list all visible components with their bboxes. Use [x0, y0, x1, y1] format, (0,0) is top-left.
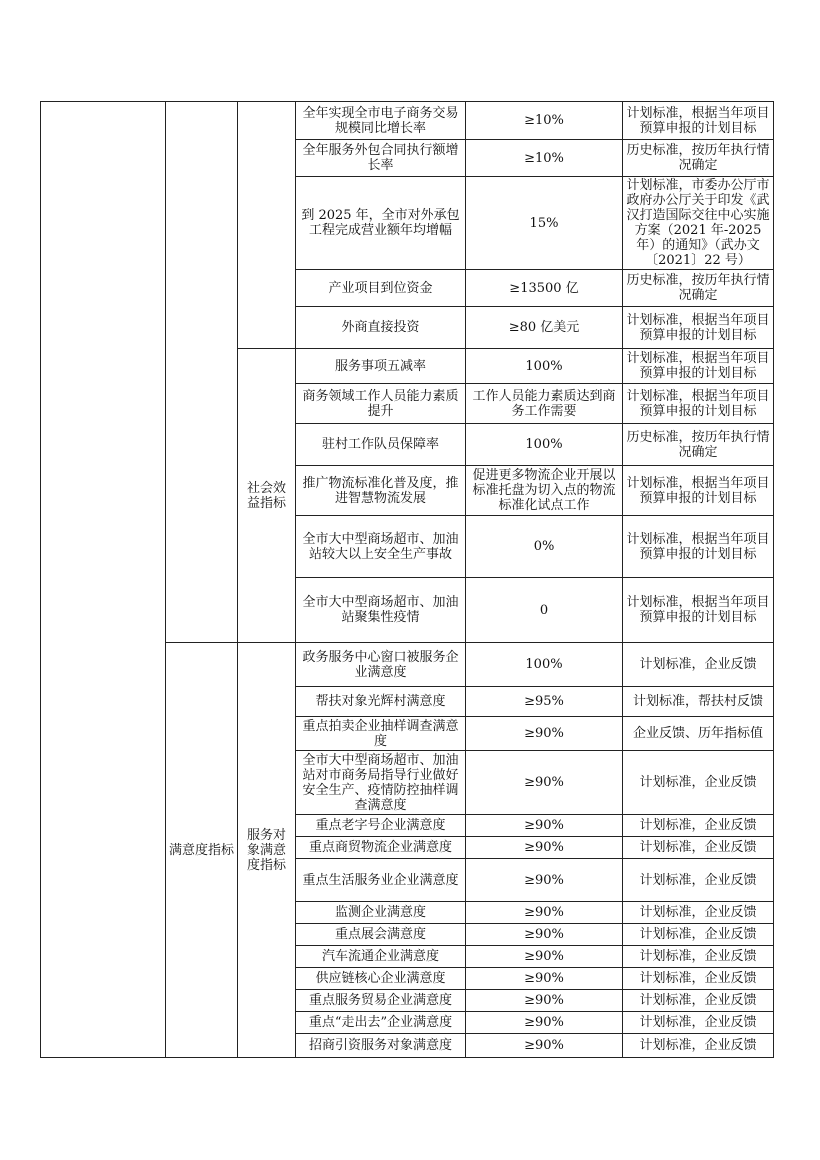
indicator-name: 外商直接投资 — [296, 307, 466, 349]
level3-cell: 服务对象满意度指标 — [238, 643, 296, 1058]
indicator-name: 监测企业满意度 — [296, 902, 466, 924]
indicator-name: 重点服务贸易企业满意度 — [296, 990, 466, 1012]
performance-indicator-table — [40, 101, 774, 1058]
indicator-name: 重点展会满意度 — [296, 924, 466, 946]
indicator-basis: 计划标准，帮扶村反馈 — [623, 687, 774, 717]
indicator-value: ≥90% — [466, 946, 623, 968]
indicator-value: ≥90% — [466, 837, 623, 859]
level3-cell: 社会效益指标 — [238, 349, 296, 643]
indicator-basis: 计划标准，企业反馈 — [623, 924, 774, 946]
indicator-basis: 企业反馈、历年指标值 — [623, 717, 774, 751]
indicator-value: ≥90% — [466, 902, 623, 924]
table-row — [41, 102, 774, 140]
indicator-name: 服务事项五减率 — [296, 349, 466, 384]
indicator-value: 0 — [466, 578, 623, 643]
indicator-name: 全市大中型商场超市、加油站对市商务局指导行业做好安全生产、疫情防控抽样调查满意度 — [296, 751, 466, 815]
indicator-basis: 计划标准，企业反馈 — [623, 751, 774, 815]
indicator-value: 工作人员能力素质达到商务工作需要 — [466, 384, 623, 424]
indicator-value: 15% — [466, 177, 623, 270]
indicator-basis: 计划标准，企业反馈 — [623, 837, 774, 859]
indicator-name: 招商引资服务对象满意度 — [296, 1034, 466, 1058]
indicator-basis: 历史标准，按历年执行情况确定 — [623, 140, 774, 177]
indicator-value: 100% — [466, 643, 623, 687]
level2-cell: 满意度指标 — [166, 643, 238, 1058]
indicator-basis: 计划标准，根据当年项目预算申报的计划目标 — [623, 466, 774, 516]
indicator-value: ≥90% — [466, 859, 623, 902]
indicator-name: 重点拍卖企业抽样调查满意度 — [296, 717, 466, 751]
indicator-name: 重点“走出去”企业满意度 — [296, 1012, 466, 1034]
indicator-name: 供应链核心企业满意度 — [296, 968, 466, 990]
indicator-basis: 历史标准，按历年执行情况确定 — [623, 424, 774, 466]
indicator-basis: 计划标准，根据当年项目预算申报的计划目标 — [623, 516, 774, 578]
indicator-name: 帮扶对象光辉村满意度 — [296, 687, 466, 717]
indicator-value: ≥90% — [466, 815, 623, 837]
indicator-basis: 计划标准，根据当年项目预算申报的计划目标 — [623, 307, 774, 349]
indicator-value: ≥90% — [466, 717, 623, 751]
indicator-name: 重点老字号企业满意度 — [296, 815, 466, 837]
indicator-name: 重点生活服务业企业满意度 — [296, 859, 466, 902]
indicator-value: ≥10% — [466, 102, 623, 140]
indicator-value: 0% — [466, 516, 623, 578]
indicator-basis: 计划标准，企业反馈 — [623, 643, 774, 687]
indicator-value: ≥80 亿美元 — [466, 307, 623, 349]
indicator-name: 商务领域工作人员能力素质提升 — [296, 384, 466, 424]
indicator-name: 汽车流通企业满意度 — [296, 946, 466, 968]
level2-cell — [166, 102, 238, 643]
indicator-basis: 计划标准，企业反馈 — [623, 902, 774, 924]
indicator-name: 全年服务外包合同执行额增长率 — [296, 140, 466, 177]
indicator-basis: 计划标准，根据当年项目预算申报的计划目标 — [623, 384, 774, 424]
indicator-basis: 计划标准，根据当年项目预算申报的计划目标 — [623, 578, 774, 643]
indicator-value: 100% — [466, 424, 623, 466]
indicator-name: 到 2025 年，全市对外承包工程完成营业额年均增幅 — [296, 177, 466, 270]
indicator-name: 全年实现全市电子商务交易规模同比增长率 — [296, 102, 466, 140]
indicator-value: ≥90% — [466, 990, 623, 1012]
indicator-value: ≥90% — [466, 751, 623, 815]
indicator-basis: 计划标准，企业反馈 — [623, 1012, 774, 1034]
indicator-name: 全市大中型商场超市、加油站聚集性疫情 — [296, 578, 466, 643]
indicator-basis: 计划标准，企业反馈 — [623, 990, 774, 1012]
indicator-value: ≥90% — [466, 968, 623, 990]
indicator-basis: 计划标准，根据当年项目预算申报的计划目标 — [623, 349, 774, 384]
indicator-basis: 计划标准，企业反馈 — [623, 968, 774, 990]
indicator-value: ≥90% — [466, 1012, 623, 1034]
indicator-basis: 历史标准，按历年执行情况确定 — [623, 270, 774, 307]
indicator-name: 政务服务中心窗口被服务企业满意度 — [296, 643, 466, 687]
indicator-basis: 计划标准，企业反馈 — [623, 815, 774, 837]
indicator-value: ≥95% — [466, 687, 623, 717]
indicator-basis: 计划标准，根据当年项目预算申报的计划目标 — [623, 102, 774, 140]
indicator-value: ≥10% — [466, 140, 623, 177]
indicator-basis: 计划标准，企业反馈 — [623, 1034, 774, 1058]
indicator-value: ≥90% — [466, 1034, 623, 1058]
level3-cell — [238, 102, 296, 349]
indicator-name: 推广物流标准化普及度，推进智慧物流发展 — [296, 466, 466, 516]
indicator-basis: 计划标准，市委办公厅市政府办公厅关于印发《武汉打造国际交往中心实施方案（2021 年-2025 年）的通知》（武办文〔2021〕22 号） — [623, 177, 774, 270]
indicator-name: 重点商贸物流企业满意度 — [296, 837, 466, 859]
indicator-basis: 计划标准，企业反馈 — [623, 946, 774, 968]
indicator-name: 全市大中型商场超市、加油站较大以上安全生产事故 — [296, 516, 466, 578]
indicator-name: 驻村工作队员保障率 — [296, 424, 466, 466]
indicator-value: ≥90% — [466, 924, 623, 946]
indicator-value: 100% — [466, 349, 623, 384]
indicator-value: 促进更多物流企业开展以标准托盘为切入点的物流标准化试点工作 — [466, 466, 623, 516]
level1-cell — [41, 102, 166, 1058]
indicator-value: ≥13500 亿 — [466, 270, 623, 307]
indicator-name: 产业项目到位资金 — [296, 270, 466, 307]
indicator-basis: 计划标准，企业反馈 — [623, 859, 774, 902]
